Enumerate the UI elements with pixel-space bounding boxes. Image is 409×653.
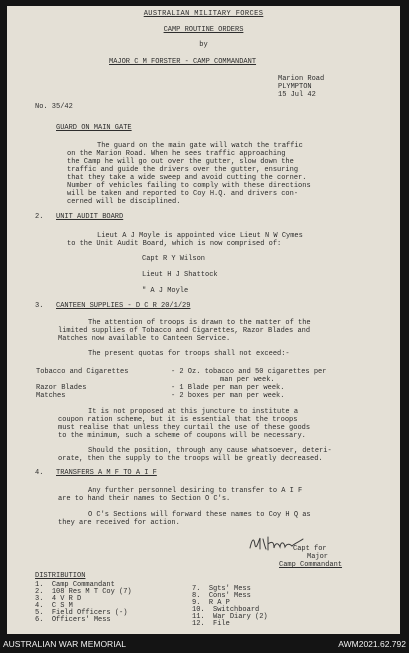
distribution-item: 6. Officers' Mess (35, 616, 111, 624)
section2-line: Lieut A J Moyle is appointed vice Lieut N W Cymes (97, 232, 303, 240)
quota-item: Matches (36, 392, 66, 400)
section4-para2-line: O C's Sections will forward these names to Coy H Q as (88, 511, 311, 519)
audit-board-member: " A J Moyle (142, 287, 189, 295)
section3-para2-line: It is not proposed at this juncture to institute a (88, 408, 299, 416)
section4-heading: TRANSFERS A M F TO A I F (56, 469, 157, 477)
section4-para2-line: they are received for action. (58, 519, 180, 527)
distribution-item: 12. File (192, 620, 230, 628)
author-line: MAJOR C M FORSTER - CAMP COMMANDANT (109, 58, 257, 66)
distribution-heading: DISTRIBUTION (35, 572, 86, 580)
quota-amount: - 2 Oz. tobacco and 50 cigarettes per (171, 368, 327, 376)
section3-para3-line: orate, then the supply to the troops will be greatly decreased. (58, 455, 323, 463)
distribution-item: 10. Switchboard (192, 606, 260, 614)
distribution-list-left (35, 582, 132, 624)
section3-para2-line: coupon ration scheme, but it is essential that the troops (58, 416, 298, 424)
audit-board-member: Capt R Y Wilson (142, 255, 206, 263)
section3-para2-line: to the minimum, such a scheme of coupons will be necessary. (58, 432, 306, 440)
quota-intro: The present quotas for troops shall not exceed:- (88, 350, 290, 358)
quota-amount: - 2 boxes per man per week. (171, 392, 285, 400)
footer-accession-number: AWM2021.62.792 (338, 639, 406, 649)
quota-amount: - 1 Blade per man per week. (171, 384, 285, 392)
distribution-item: 2. 108 Res M T Coy (7) (35, 588, 132, 596)
order-number: No. 35/42 (35, 103, 73, 111)
order-date: 15 Jul 42 (278, 91, 316, 99)
section3-line: The attention of troops is drawn to the matter of the (88, 319, 311, 327)
section2-number: 2. (35, 213, 44, 221)
distribution-item: 9. R A P (192, 599, 230, 607)
section3-number: 3. (35, 302, 44, 310)
footer-institution: AUSTRALIAN WAR MEMORIAL (3, 639, 126, 649)
signature-title: Camp Commandant (279, 561, 343, 569)
signature-title: Major (307, 553, 329, 561)
signature-title: Capt for (293, 545, 327, 553)
section3-heading: CANTEEN SUPPLIES - D C R 20/1/29 (56, 302, 191, 310)
audit-board-member: Lieut H J Shattock (142, 271, 218, 279)
distribution-item: 5. Field Officers (-) (35, 609, 128, 617)
section4-number: 4. (35, 469, 44, 477)
quota-item: Razor Blades (36, 384, 87, 392)
distribution-list-right (192, 586, 268, 628)
location-line2: PLYMPTON (278, 83, 312, 91)
document-subtitle: CAMP ROUTINE ORDERS (163, 26, 244, 34)
distribution-item: 4. C S M (35, 602, 73, 610)
section3-para2-line: must realise that unless they curtail the use of these goods (58, 424, 311, 432)
section3-line: Matches now available to Canteen Service. (58, 335, 231, 343)
section4-line: are to hand their names to Section O C's. (58, 495, 231, 503)
document-page: AUSTRALIAN MILITARY FORCES CAMP ROUTINE ORDERS by MAJOR C M FORSTER - CAMP COMMANDANT Marion Road PLYMPTON 15 Jul 42 No. 35/42 GUARD ON MAIN GATE The guard on the main gate will watch the traffic on the Marion Road. When he sees traffic approaching the Camp he will go out over the gutter, slow down the traffic and guide the drivers over the gutter, ensuring that they take a wide sweep and avoid cutting the corner. Number of vehicles failing to comply with these directions will be taken and reported to Coy H.Q. and drivers con- cerned will be disciplined. 2. UNIT AUDIT BOARD Lieut A J Moyle is appointed vice Lieut N W Cymes to the Unit Audit Board, which is now comprised of: Capt R Y Wilson Lieut H J Shattock " A J Moyle 3. CANTEEN SUPPLIES - D C R 20/1/29 The attention of troops is drawn to the matter of the limited supplies of Tobacco and Cigarettes, Razor Blades and Matches now available to Canteen Service. The present quotas for troops shall not exceed:- Tobacco and Cigarettes - 2 Oz. tobacco and 50 cigarettes per man per week. Razor Blades - 1 Blade per man per week. Matches - 2 boxes per man per week. It is not proposed at this juncture to institute a coupon ration scheme, but it is essential that the troops must realise that unless they curtail the use of these goods to the minimum, such a scheme of coupons will be necessary. Should the position, through any cause whatsoever, deteri- orate, then the supply to the troops will be greatly decreased. 4. TRANSFERS A M F TO A I F Any further personnel desiring to transfer to A I F are to hand their names to Section O C's. O C's Sections will forward these names to Coy H Q as they are received for action. Capt for Major Camp Commandant DISTRIBUTION 1. Camp Commandant 2. 108 Res M T Coy (7) 3. 4 V R D 4. C S M 5. Field Officers (-) 6. Officers' Mess 7. Sgts' Mess 8. Cons' Mess 9. R A P 10. Switchboard 11. War Diary (2) 12. File (7, 6, 400, 634)
quota-amount-cont: man per week. (220, 376, 275, 384)
distribution-item: 1. Camp Commandant (35, 581, 115, 589)
section3-line: limited supplies of Tobacco and Cigarettes, Razor Blades and (58, 327, 311, 335)
document-title: AUSTRALIAN MILITARY FORCES (143, 10, 264, 18)
distribution-item: 3. 4 V R D (35, 595, 82, 603)
location-line1: Marion Road (278, 75, 325, 83)
distribution-item: 7. Sgts' Mess (192, 585, 251, 593)
section4-line: Any further personnel desiring to transfer to A I F (88, 487, 303, 495)
archive-footer (0, 636, 409, 653)
distribution-item: 8. Cons' Mess (192, 592, 251, 600)
by-line: by (199, 41, 208, 49)
section2-heading: UNIT AUDIT BOARD (56, 213, 124, 221)
section3-para3-line: Should the position, through any cause whatsoever, deteri- (88, 447, 332, 455)
section1-heading: GUARD ON MAIN GATE (56, 124, 132, 132)
quota-item: Tobacco and Cigarettes (36, 368, 129, 376)
distribution-item: 11. War Diary (2) (192, 613, 268, 621)
section2-line: to the Unit Audit Board, which is now comprised of: (67, 240, 282, 248)
